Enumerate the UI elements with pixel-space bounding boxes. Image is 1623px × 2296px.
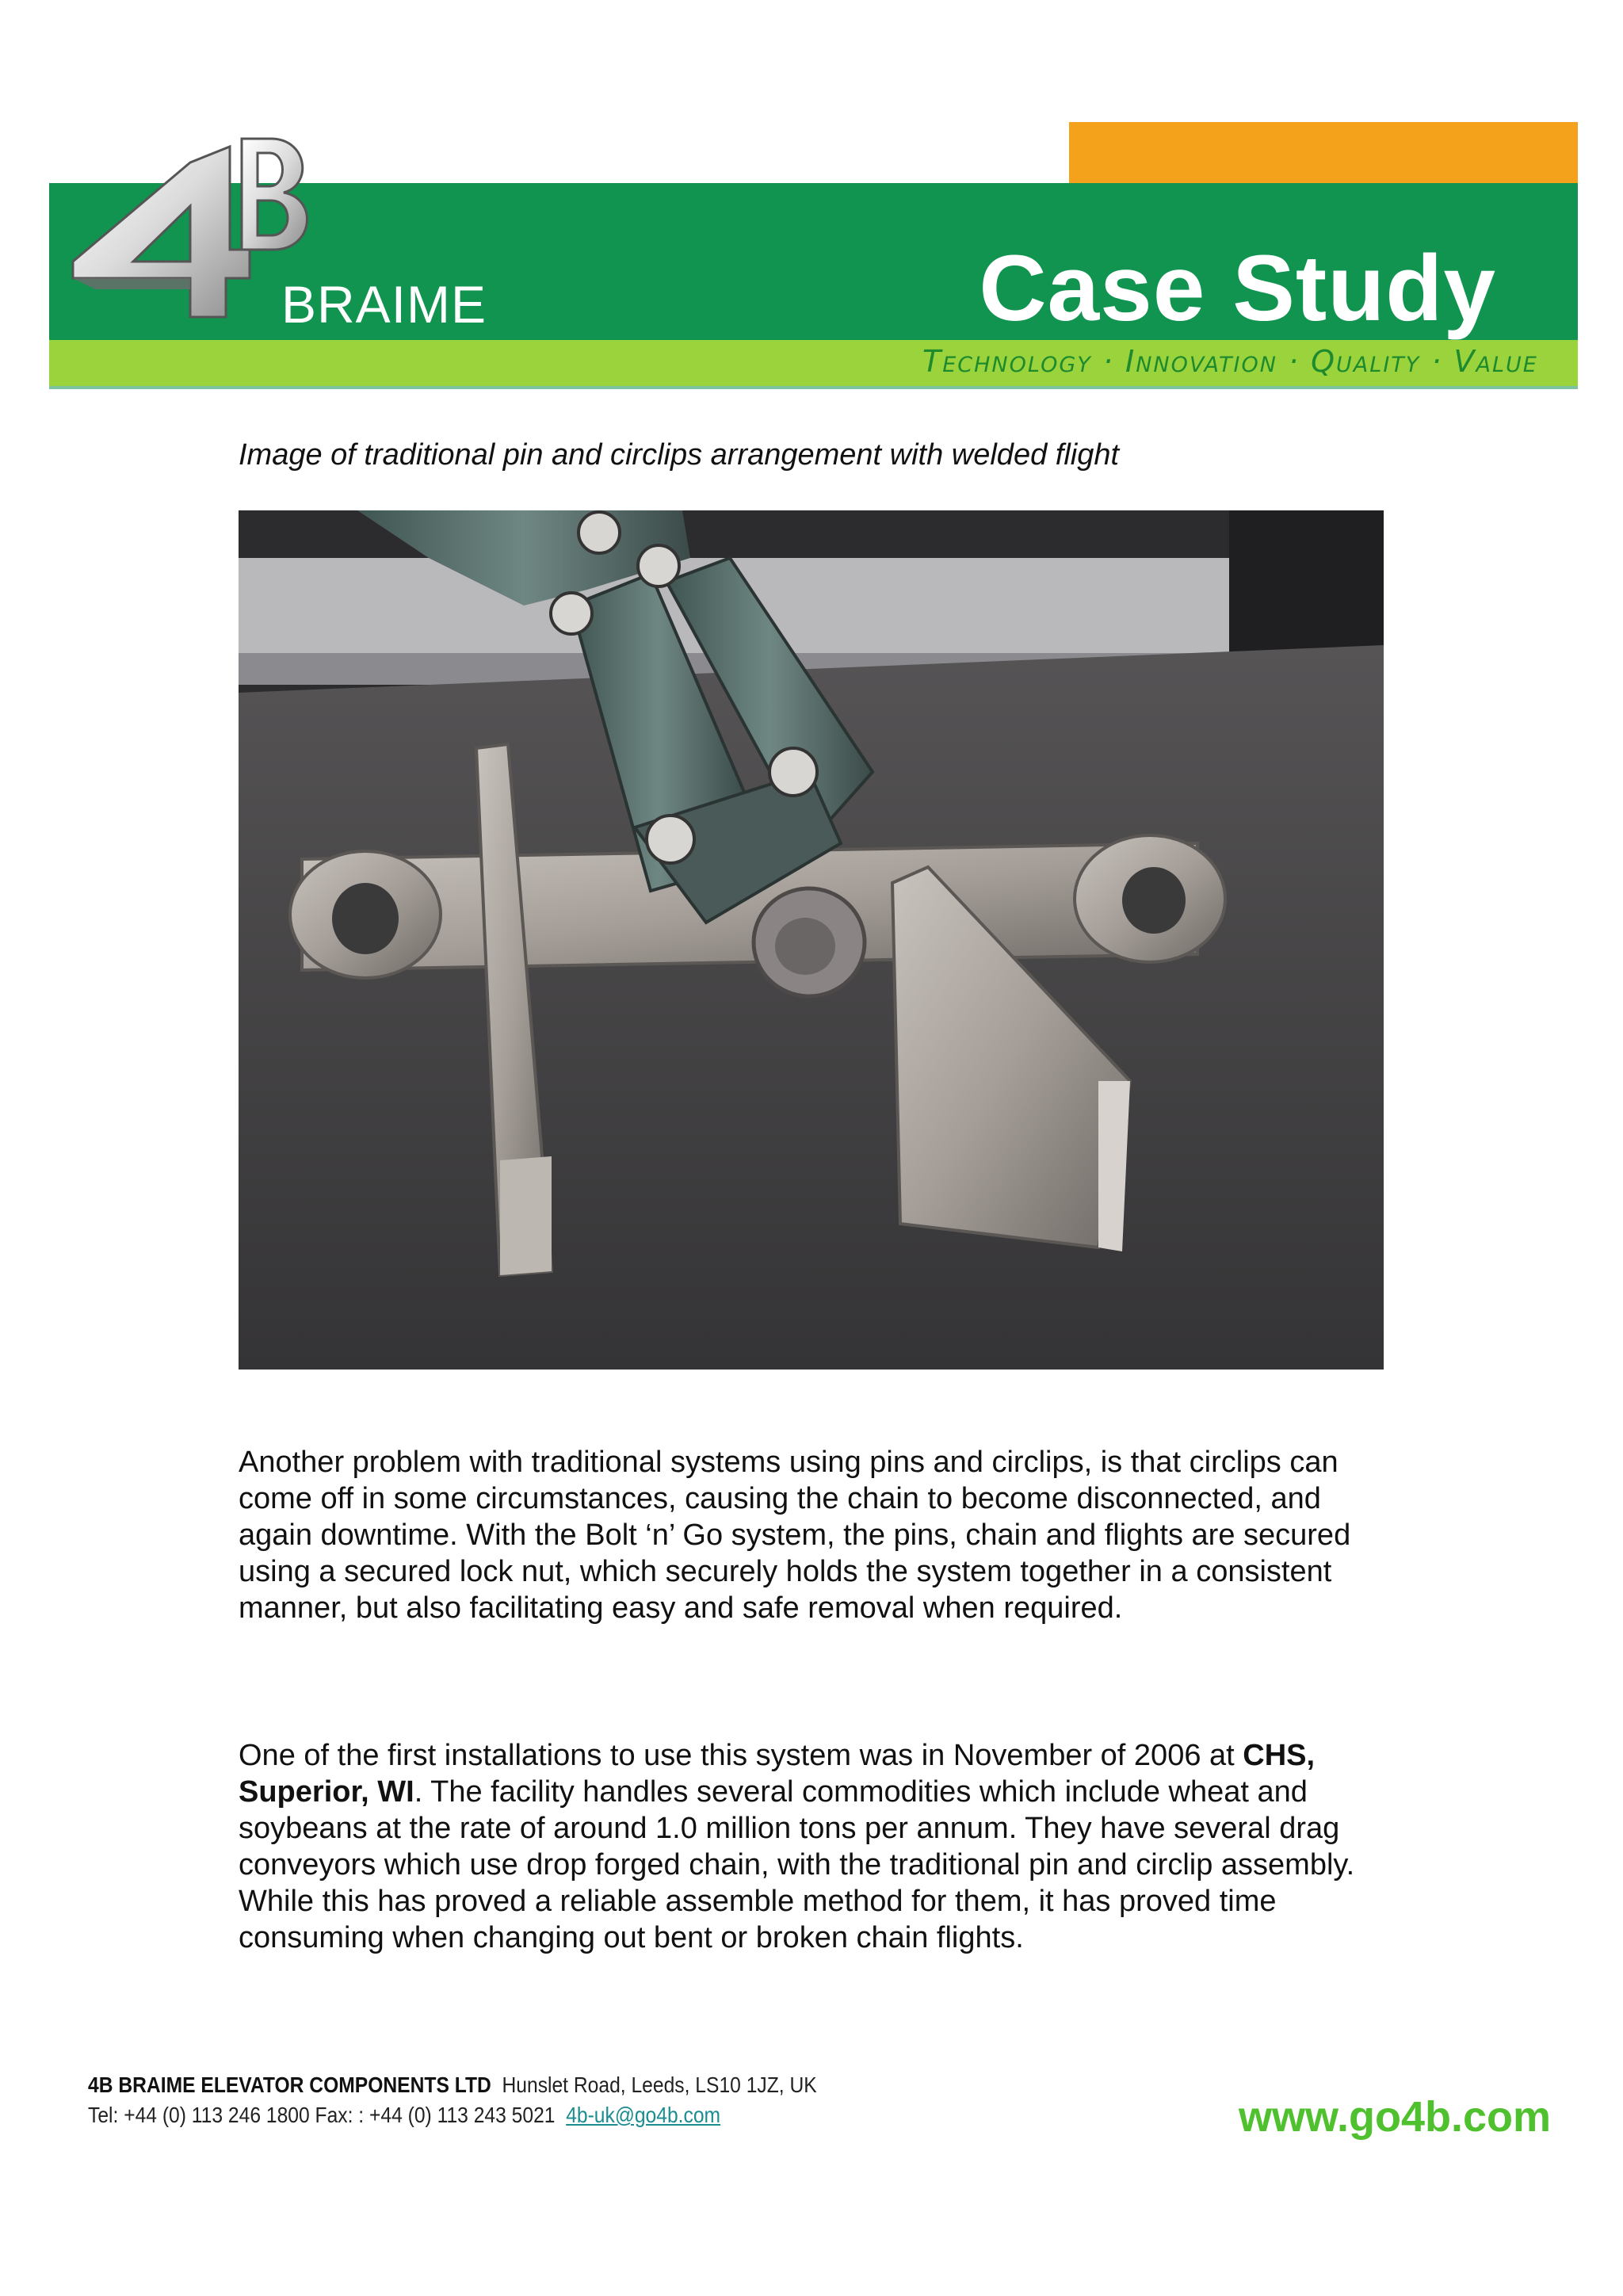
paragraph-2-rest: . The facility handles several commodities which include wheat and soybeans at the rate of around 1.0 million tons per annum. They have several drag conveyors which use drop forged chain, with the traditional pin and circlip assembly. While this has proved a reliable assemble method for them, it has proved time consuming when changing out bent or broken chain flights. [239, 1775, 1355, 1954]
header-orange-tab [1069, 122, 1578, 185]
body-paragraph-2 [239, 1737, 1396, 1956]
image-caption: Image of traditional pin and circlips arrangement with welded flight [239, 438, 1120, 472]
header-divider [49, 386, 1578, 389]
chain-flight-image [239, 510, 1384, 1370]
body-paragraph-1: Another problem with traditional systems using pins and circlips, is that circlips can come off in some circumstances, causing the chain to become disconnected, and again downtime. With the Bolt ‘n’ Go system, the pins, chain and flights are secured using a secured lock nut, which securely holds the system together in a consistent manner, but also facilitating easy and safe removal when required. [239, 1446, 1351, 1625]
email-link[interactable]: 4b-uk@go4b.com [566, 2103, 721, 2127]
company-name: 4B BRAIME ELEVATOR COMPONENTS LTD [88, 2073, 491, 2097]
tagline: Technology · Innovation · Quality · Value [922, 344, 1538, 379]
paragraph-2-intro: One of the first installations to use this system was in November of 2006 at [239, 1739, 1243, 1772]
chain-pin-photo [239, 510, 1384, 1370]
footer-company-line [88, 2070, 817, 2100]
company-footer [88, 2070, 817, 2130]
company-address: Hunslet Road, Leeds, LS10 1JZ, UK [502, 2073, 817, 2097]
page-title: Case Study [979, 236, 1496, 341]
footer-contact-line [88, 2100, 817, 2130]
company-phone: Tel: +44 (0) 113 246 1800 Fax: : +44 (0) 113 243 5021 [88, 2103, 556, 2127]
brand-name: BRAIME [281, 275, 487, 334]
website-link[interactable]: www.go4b.com [1238, 2093, 1551, 2141]
customer-name: CHS, Superior, WI [239, 1739, 1316, 1809]
